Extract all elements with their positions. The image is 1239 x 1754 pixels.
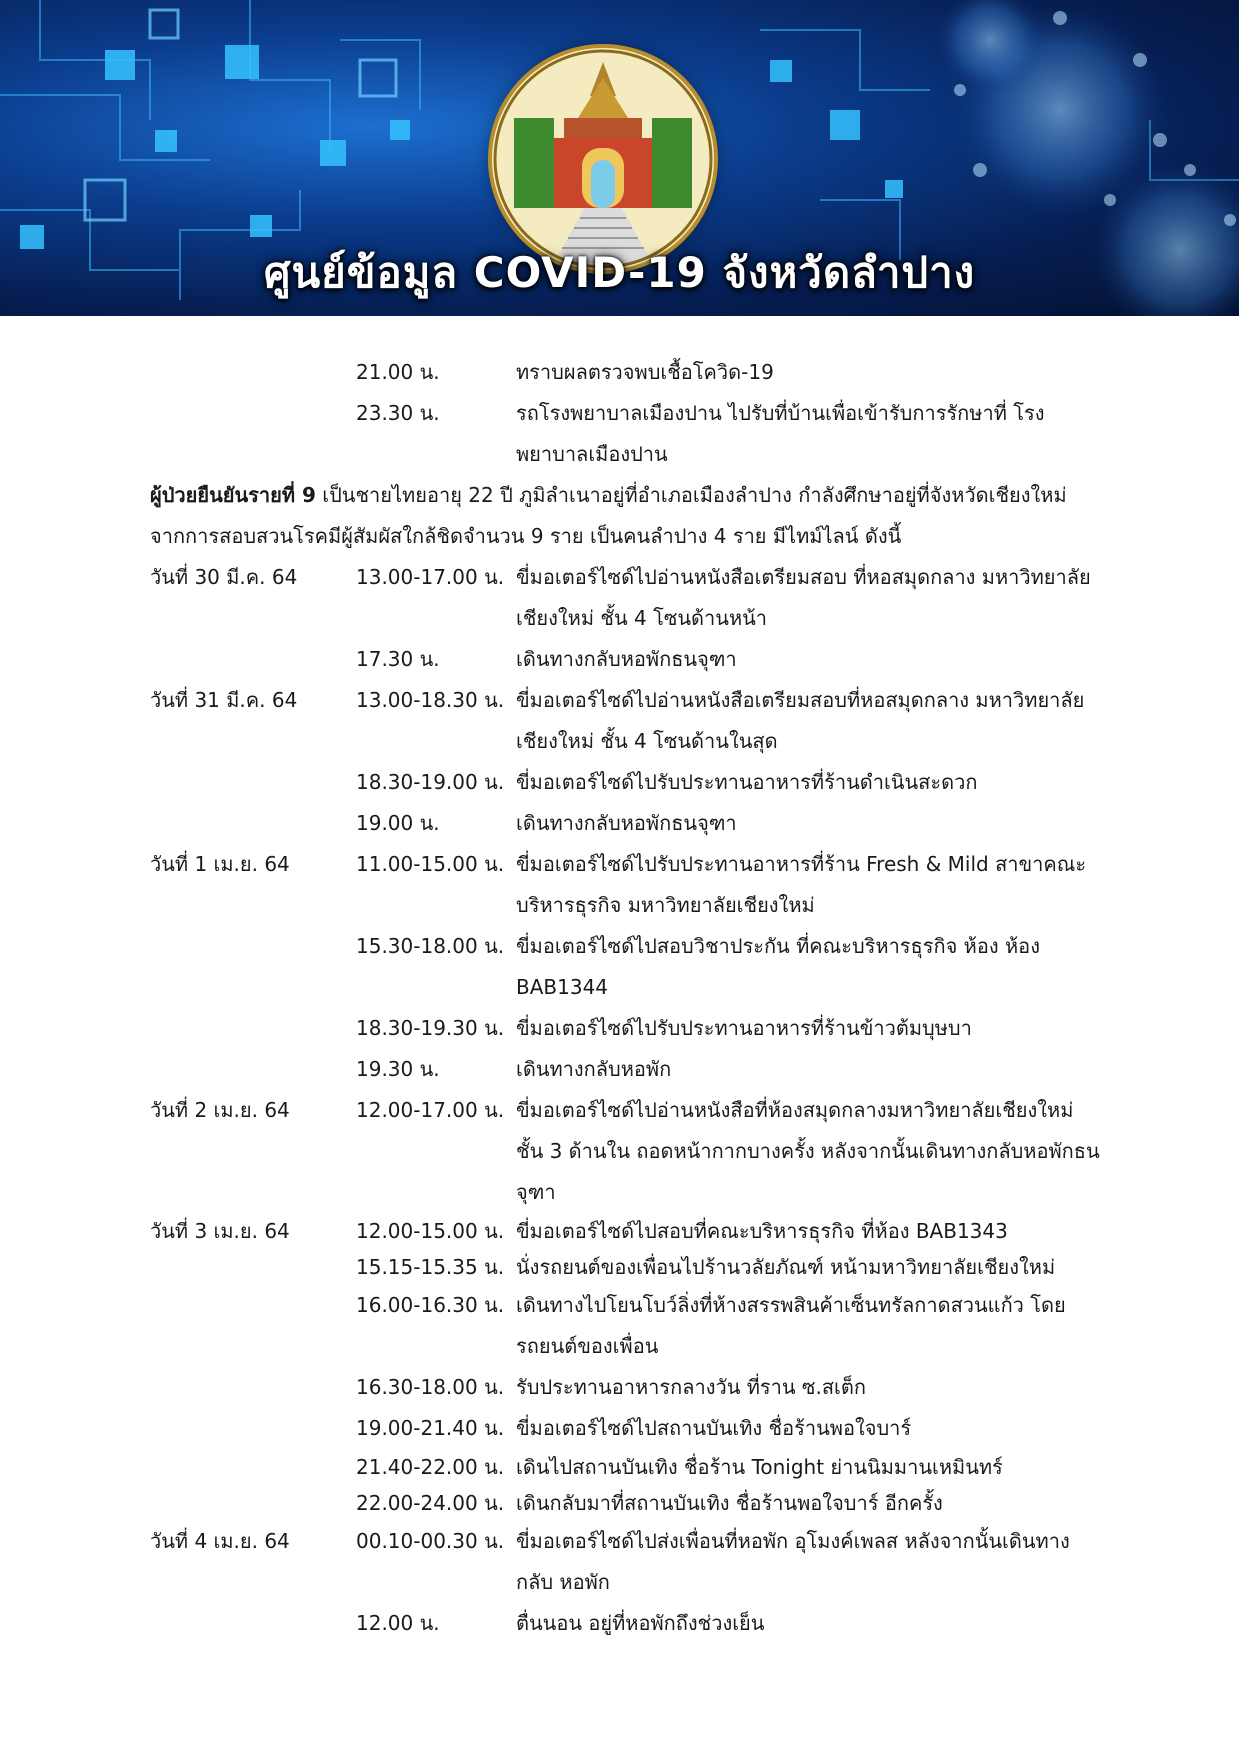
gate-emblem-icon [492, 48, 714, 270]
timeline-time: 13.00-17.00 น. [356, 565, 505, 589]
timeline-row [150, 926, 1100, 1008]
timeline-time: 19.30 น. [356, 1057, 440, 1081]
timeline-row [150, 1449, 1100, 1485]
timeline-row [150, 680, 1100, 762]
timeline-time: 12.00 น. [356, 1611, 440, 1635]
timeline-date: วันที่ 30 มี.ค. 64 [150, 565, 298, 589]
timeline-row [150, 639, 1100, 680]
timeline-date: วันที่ 3 เม.ย. 64 [150, 1219, 290, 1243]
timeline-time: 21.00 น. [356, 360, 440, 384]
timeline-time: 12.00-17.00 น. [356, 1098, 505, 1122]
case-description-line1: เป็นชายไทยอายุ 22 ปี ภูมิลำเนาอยู่ที่อำเภอเมืองลำปาง กำลังศึกษาอยู่ที่จังหวัดเชียงใหม่ [315, 483, 1067, 507]
timeline-time: 23.30 น. [356, 401, 440, 425]
timeline-description: ขี่มอเตอร์ไซด์ไปสถานบันเทิง ชื่อร้านพอใจบาร์ [516, 1416, 912, 1440]
case-description-line2: จากการสอบสวนโรคมีผู้สัมผัสใกล้ชิดจำนวน 9 ราย เป็นคนลำปาง 4 ราย มีไทม์ไลน์ ดังนี้ [150, 524, 902, 548]
timeline-description: ขี่มอเตอร์ไซด์ไปรับประทานอาหารที่ร้าน Fresh & Mild สาขาคณะ บริหารธุรกิจ มหาวิทยาลัยเชียงใหม่ [516, 852, 1087, 917]
timeline-date: วันที่ 2 เม.ย. 64 [150, 1098, 290, 1122]
timeline-row [150, 844, 1100, 926]
timeline-time: 17.30 น. [356, 647, 440, 671]
timeline-time: 16.30-18.00 น. [356, 1375, 505, 1399]
timeline-description: เดินทางกลับหอพักธนจุฑา [516, 811, 737, 835]
timeline-row [150, 1049, 1100, 1090]
timeline-description: เดินกลับมาที่สถานบันเทิง ชื่อร้านพอใจบาร์ อีกครั้ง [516, 1491, 943, 1515]
timeline-description: เดินทางไปโยนโบว์ลิ่งที่ห้างสรรพสินค้าเซ็นทรัลกาดสวนแก้ว โดย รถยนต์ของเพื่อน [516, 1293, 1066, 1358]
timeline-description: ขี่มอเตอร์ไซด์ไปสอบวิชาประกัน ที่คณะบริหารธุรกิจ ห้อง ห้อง BAB1344 [516, 934, 1040, 999]
timeline-row [150, 1367, 1100, 1408]
timeline-description: นั่งรถยนต์ของเพื่อนไปร้านวลัยภัณฑ์ หน้ามหาวิทยาลัยเชียงใหม่ [516, 1255, 1056, 1279]
timeline-row [150, 557, 1100, 639]
timeline-time: 15.30-18.00 น. [356, 934, 505, 958]
timeline-time: 18.30-19.30 น. [356, 1016, 505, 1040]
timeline-time: 15.15-15.35 น. [356, 1255, 505, 1279]
timeline [150, 557, 1100, 1644]
timeline-description: รับประทานอาหารกลางวัน ที่ราน ซ.สเต็ก [516, 1375, 866, 1399]
timeline-time: 00.10-00.30 น. [356, 1529, 505, 1553]
timeline-time: 22.00-24.00 น. [356, 1491, 505, 1515]
timeline-description: ทราบผลตรวจพบเชื้อโควิด-19 [516, 360, 774, 384]
timeline-row [150, 1213, 1100, 1249]
previous-case-entries [150, 352, 1100, 475]
timeline-description: เดินทางกลับหอพัก [516, 1057, 672, 1081]
timeline-row [150, 1408, 1100, 1449]
lampang-province-seal [492, 48, 714, 270]
timeline-date: วันที่ 4 เม.ย. 64 [150, 1529, 290, 1553]
timeline-date: วันที่ 31 มี.ค. 64 [150, 688, 298, 712]
case-summary [150, 475, 1100, 557]
timeline-row [150, 1603, 1100, 1644]
timeline-row [150, 1249, 1100, 1285]
timeline-row [150, 1521, 1100, 1603]
timeline-description: ขี่มอเตอร์ไซด์ไปอ่านหนังสือที่ห้องสมุดกลางมหาวิทยาลัยเชียงใหม่ ชั้น 3 ด้านใน ถอดหน้ากากบางครั้ง หลังจากนั้นเดินทางกลับหอพักธนจุฑา [516, 1098, 1100, 1204]
timeline-row [150, 803, 1100, 844]
timeline-time: 11.00-15.00 น. [356, 852, 505, 876]
timeline-description: ขี่มอเตอร์ไซด์ไปสอบที่คณะบริหารธุรกิจ ที่ห้อง BAB1343 [516, 1219, 1008, 1243]
timeline-row [150, 1485, 1100, 1521]
timeline-row [150, 1008, 1100, 1049]
timeline-time: 16.00-16.30 น. [356, 1293, 505, 1317]
timeline-description: ขี่มอเตอร์ไซด์ไปรับประทานอาหารที่ร้านข้าวต้มบุษบา [516, 1016, 972, 1040]
timeline-row [150, 1090, 1100, 1213]
timeline-description: เดินทางกลับหอพักธนจุฑา [516, 647, 737, 671]
banner-title: ศูนย์ข้อมูล COVID-19 จังหวัดลำปาง [263, 248, 976, 297]
header-banner [0, 0, 1239, 316]
document-body [150, 352, 1100, 1644]
timeline-description: ขี่มอเตอร์ไซด์ไปส่งเพื่อนที่หอพัก อุโมงค์เพลส หลังจากนั้นเดินทางกลับ หอพัก [516, 1529, 1070, 1594]
timeline-description: ขี่มอเตอร์ไซด์ไปอ่านหนังสือเตรียมสอบ ที่หอสมุดกลาง มหาวิทยาลัยเชียงใหม่ ชั้น 4 โซนด้านหน้า [516, 565, 1091, 630]
timeline-row [150, 1285, 1100, 1367]
timeline-description: ตื่นนอน อยู่ที่หอพักถึงช่วงเย็น [516, 1611, 765, 1635]
timeline-description: ขี่มอเตอร์ไซด์ไปอ่านหนังสือเตรียมสอบที่หอสมุดกลาง มหาวิทยาลัยเชียงใหม่ ชั้น 4 โซนด้านในสุด [516, 688, 1085, 753]
timeline-date: วันที่ 1 เม.ย. 64 [150, 852, 290, 876]
timeline-row [150, 352, 1100, 393]
timeline-description: ขี่มอเตอร์ไซด์ไปรับประทานอาหารที่ร้านดำเนินสะดวก [516, 770, 978, 794]
case-label: ผู้ป่วยยืนยันรายที่ 9 [150, 483, 316, 507]
timeline-description: รถโรงพยาบาลเมืองปาน ไปรับที่บ้านเพื่อเข้ารับการรักษาที่ โรงพยาบาลเมืองปาน [516, 401, 1045, 466]
timeline-time: 18.30-19.00 น. [356, 770, 505, 794]
timeline-time: 13.00-18.30 น. [356, 688, 505, 712]
timeline-time: 12.00-15.00 น. [356, 1219, 505, 1243]
timeline-time: 19.00-21.40 น. [356, 1416, 505, 1440]
timeline-time: 21.40-22.00 น. [356, 1455, 505, 1479]
timeline-row [150, 762, 1100, 803]
timeline-description: เดินไปสถานบันเทิง ชื่อร้าน Tonight ย่านนิมมานเหมินทร์ [516, 1455, 1003, 1479]
timeline-time: 19.00 น. [356, 811, 440, 835]
timeline-row [150, 393, 1100, 475]
